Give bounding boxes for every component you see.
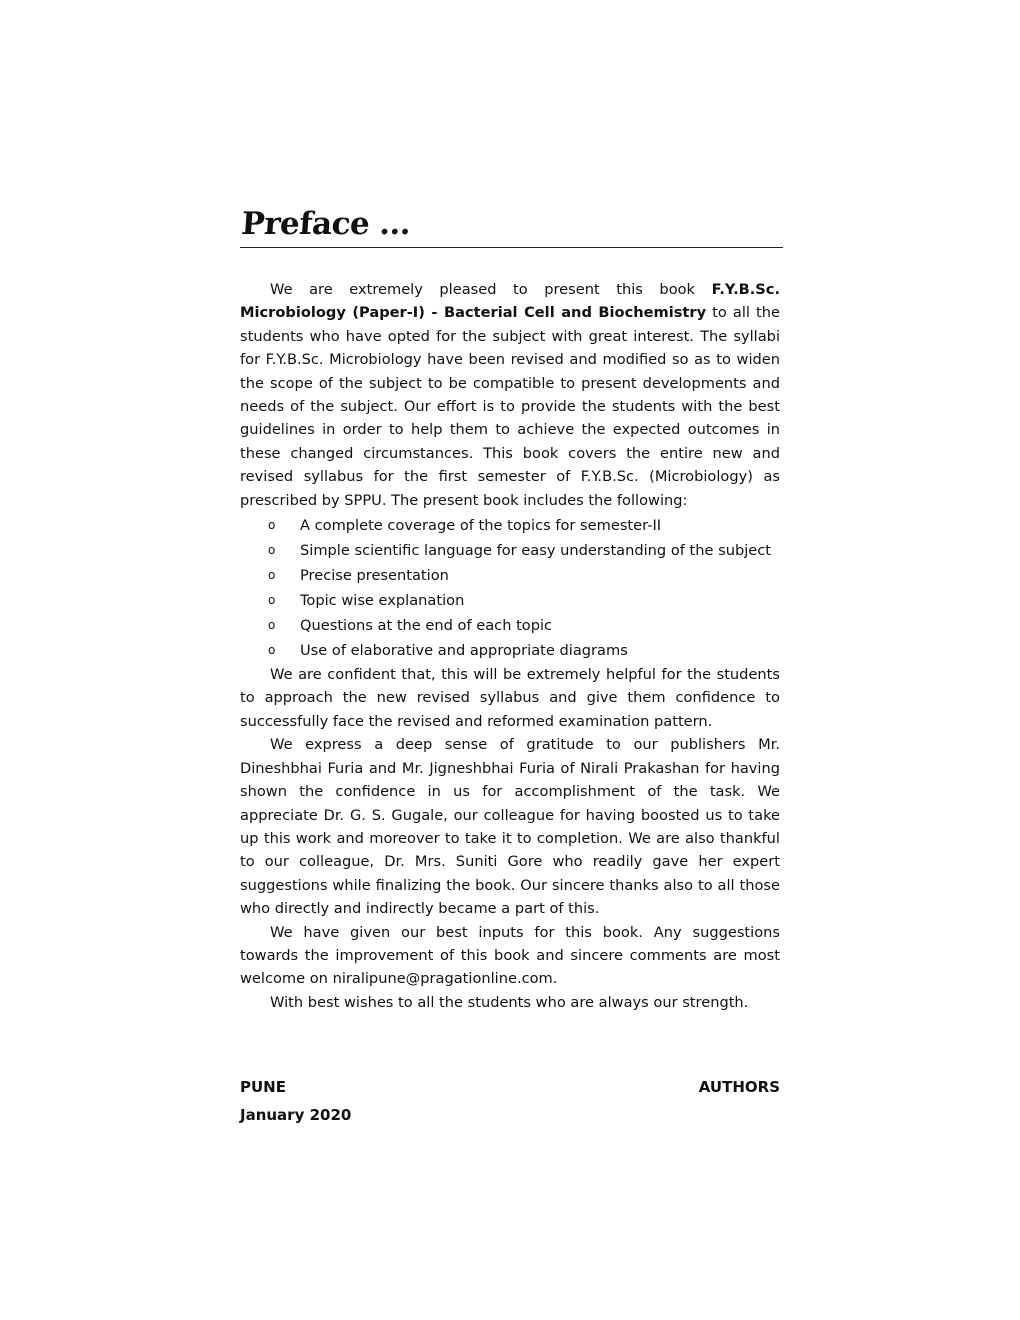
list-item [240, 588, 780, 613]
book-title: F.Y.B.Sc. Microbiology (Paper-I) - Bacterial Cell and Biochemistry [240, 281, 780, 322]
bullet-icon: o [268, 543, 276, 558]
list-item-text: Questions at the end of each topic [300, 617, 553, 635]
list-item [240, 613, 780, 638]
signature-block [240, 1073, 780, 1129]
bullet-icon: o [268, 643, 276, 658]
bullet-icon: o [268, 593, 276, 608]
bullet-icon: o [268, 618, 276, 633]
bullet-icon: o [268, 518, 276, 533]
bullet-icon: o [268, 568, 276, 583]
preface-page [240, 205, 782, 1014]
list-item-text: Simple scientific language for easy understanding of the subject [300, 542, 772, 560]
page-title: Preface ... [240, 206, 412, 242]
signature-date: January 2020 [240, 1106, 352, 1124]
features-list [240, 513, 780, 663]
signature-authors: AUTHORS [698, 1078, 780, 1096]
confidence-paragraph: We are confident that, this will be extremely helpful for the students to approach the new revised syllabus and give them confidence to successfully face the revised and reformed examination pattern. [240, 666, 780, 730]
suggestions-paragraph: We have given our best inputs for this book. Any suggestions towards the improvement of this book and sincere comments are most welcome on niralipune@pragationline.com. [240, 923, 780, 988]
list-item [240, 513, 780, 538]
gratitude-paragraph: We express a deep sense of gratitude to our publishers Mr. Dineshbhai Furia and Mr. Jigneshbhai Furia of Nirali Prakashan for having shown the confidence in us for accomplishment of the task. We appreciate Dr. G. S. Gugale, our colleague for having boosted us to take up this work and moreover to take it to completion. We are also thankful to our colleague, Dr. Mrs. Suniti Gore who readily gave her expert suggestions while finalizing the book. Our sincere thanks also to all those who directly and indirectly became a part of this. [240, 736, 780, 918]
intro-rest: to all the students who have opted for the subject with great interest. The syllabi for F.Y.B.Sc. Microbiology have been revised and modified so as to widen the scope of the subject to be compatible to present developments and needs of the subject. Our effort is to provide the students with the best guidelines in order to help them to achieve the expected outcomes in these changed circumstances. This book covers the entire new and revised syllabus for the first semester of F.Y.B.Sc. (Microbiology) as prescribed by SPPU. The present book includes the following: [240, 304, 780, 509]
list-item [240, 538, 780, 563]
wishes-paragraph: With best wishes to all the students who are always our strength. [270, 993, 749, 1011]
title-divider [240, 247, 783, 248]
list-item [240, 563, 780, 588]
signature-place: PUNE [240, 1078, 286, 1096]
list-item-text: Topic wise explanation [300, 592, 465, 610]
list-item-text: A complete coverage of the topics for semester-II [300, 517, 662, 535]
list-item [240, 638, 780, 663]
preface-body [240, 278, 780, 1014]
intro-paragraph [240, 278, 780, 512]
list-item-text: Precise presentation [300, 567, 449, 585]
intro-lead: We are extremely pleased to present this book [270, 281, 712, 298]
list-item-text: Use of elaborative and appropriate diagrams [300, 642, 628, 660]
